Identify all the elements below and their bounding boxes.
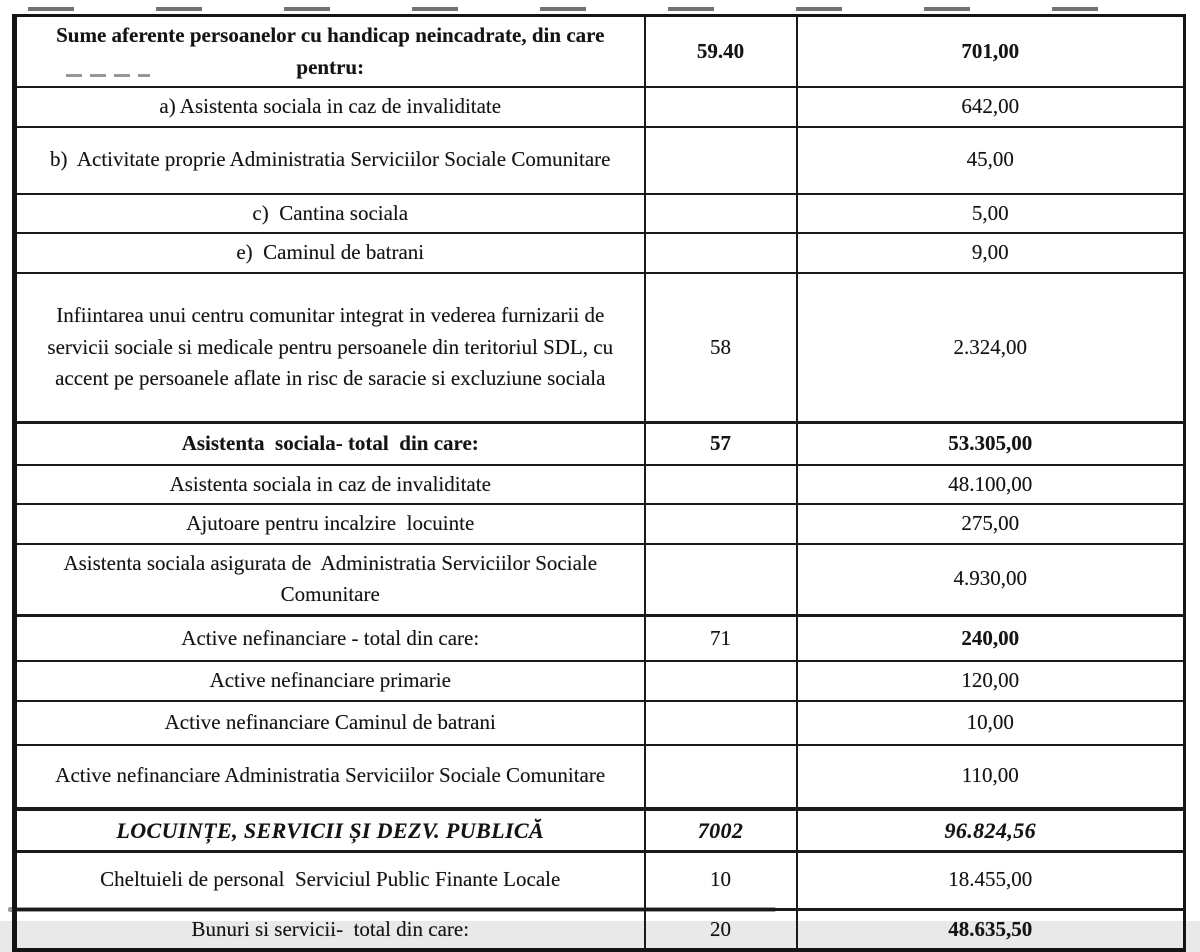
table-row [15,615,1185,661]
row-code: 10 [645,851,797,909]
row-amount: 110,00 [797,745,1185,809]
row-amount: 53.305,00 [797,423,1185,465]
table-row [15,233,1185,273]
row-label: a) Asistenta sociala in caz de invaliditate [15,87,645,127]
table-row [15,504,1185,544]
row-amount: 2.324,00 [797,273,1185,423]
row-amount: 5,00 [797,194,1185,234]
row-label: Asistenta sociala- total din care: [15,423,645,465]
table-row [15,851,1185,909]
budget-table [12,14,1186,952]
table-row [15,194,1185,234]
row-code: 58 [645,273,797,423]
row-amount: 701,00 [797,16,1185,88]
row-amount: 48.635,50 [797,909,1185,950]
table-row [15,909,1185,950]
row-label: Active nefinanciare primarie [15,661,645,701]
row-code [645,233,797,273]
row-amount: 275,00 [797,504,1185,544]
row-code: 20 [645,909,797,950]
table-row [15,423,1185,465]
row-code: 59.40 [645,16,797,88]
row-code [645,745,797,809]
row-label: Sume aferente persoanelor cu handicap neincadrate, din care pentru: [15,16,645,88]
row-label: Active nefinanciare Administratia Serviciilor Sociale Comunitare [15,745,645,809]
table-row [15,809,1185,852]
row-label: Cheltuieli de personal Serviciul Public Finante Locale [15,851,645,909]
row-amount: 10,00 [797,701,1185,745]
budget-table-body [15,16,1185,951]
row-label: Asistenta sociala asigurata de Administratia Serviciilor Sociale Comunitare [15,544,645,616]
row-amount: 9,00 [797,233,1185,273]
row-code [645,127,797,194]
row-label: Active nefinanciare Caminul de batrani [15,701,645,745]
row-amount: 45,00 [797,127,1185,194]
row-label: Active nefinanciare - total din care: [15,615,645,661]
row-amount: 240,00 [797,615,1185,661]
table-row [15,745,1185,809]
row-label: LOCUINȚE, SERVICII ȘI DEZV. PUBLICĂ [15,809,645,852]
row-label: Bunuri si servicii- total din care: [15,909,645,950]
table-row [15,127,1185,194]
row-label: c) Cantina sociala [15,194,645,234]
row-label: Asistenta sociala in caz de invaliditate [15,465,645,505]
row-code: 7002 [645,809,797,852]
table-row [15,87,1185,127]
row-code [645,701,797,745]
row-amount: 48.100,00 [797,465,1185,505]
row-code [645,194,797,234]
row-label: e) Caminul de batrani [15,233,645,273]
scan-artifact-top-smudge [28,7,1173,11]
row-amount: 642,00 [797,87,1185,127]
table-row [15,465,1185,505]
row-amount: 120,00 [797,661,1185,701]
row-amount: 96.824,56 [797,809,1185,852]
row-amount: 4.930,00 [797,544,1185,616]
row-code: 57 [645,423,797,465]
row-label: b) Activitate proprie Administratia Serviciilor Sociale Comunitare [15,127,645,194]
table-row [15,661,1185,701]
table-row [15,701,1185,745]
row-amount: 18.455,00 [797,851,1185,909]
row-label: Ajutoare pentru incalzire locuinte [15,504,645,544]
row-code: 71 [645,615,797,661]
row-code [645,661,797,701]
row-code [645,465,797,505]
table-row [15,16,1185,88]
table-row [15,273,1185,423]
row-label: Infiintarea unui centru comunitar integrat in vederea furnizarii de servicii sociale si medicale pentru persoanele din teritoriul SDL, cu accent pe persoanele aflate in risc de saracie si excluziune sociala [15,273,645,423]
table-row [15,544,1185,616]
row-code [645,504,797,544]
row-code [645,87,797,127]
row-code [645,544,797,616]
